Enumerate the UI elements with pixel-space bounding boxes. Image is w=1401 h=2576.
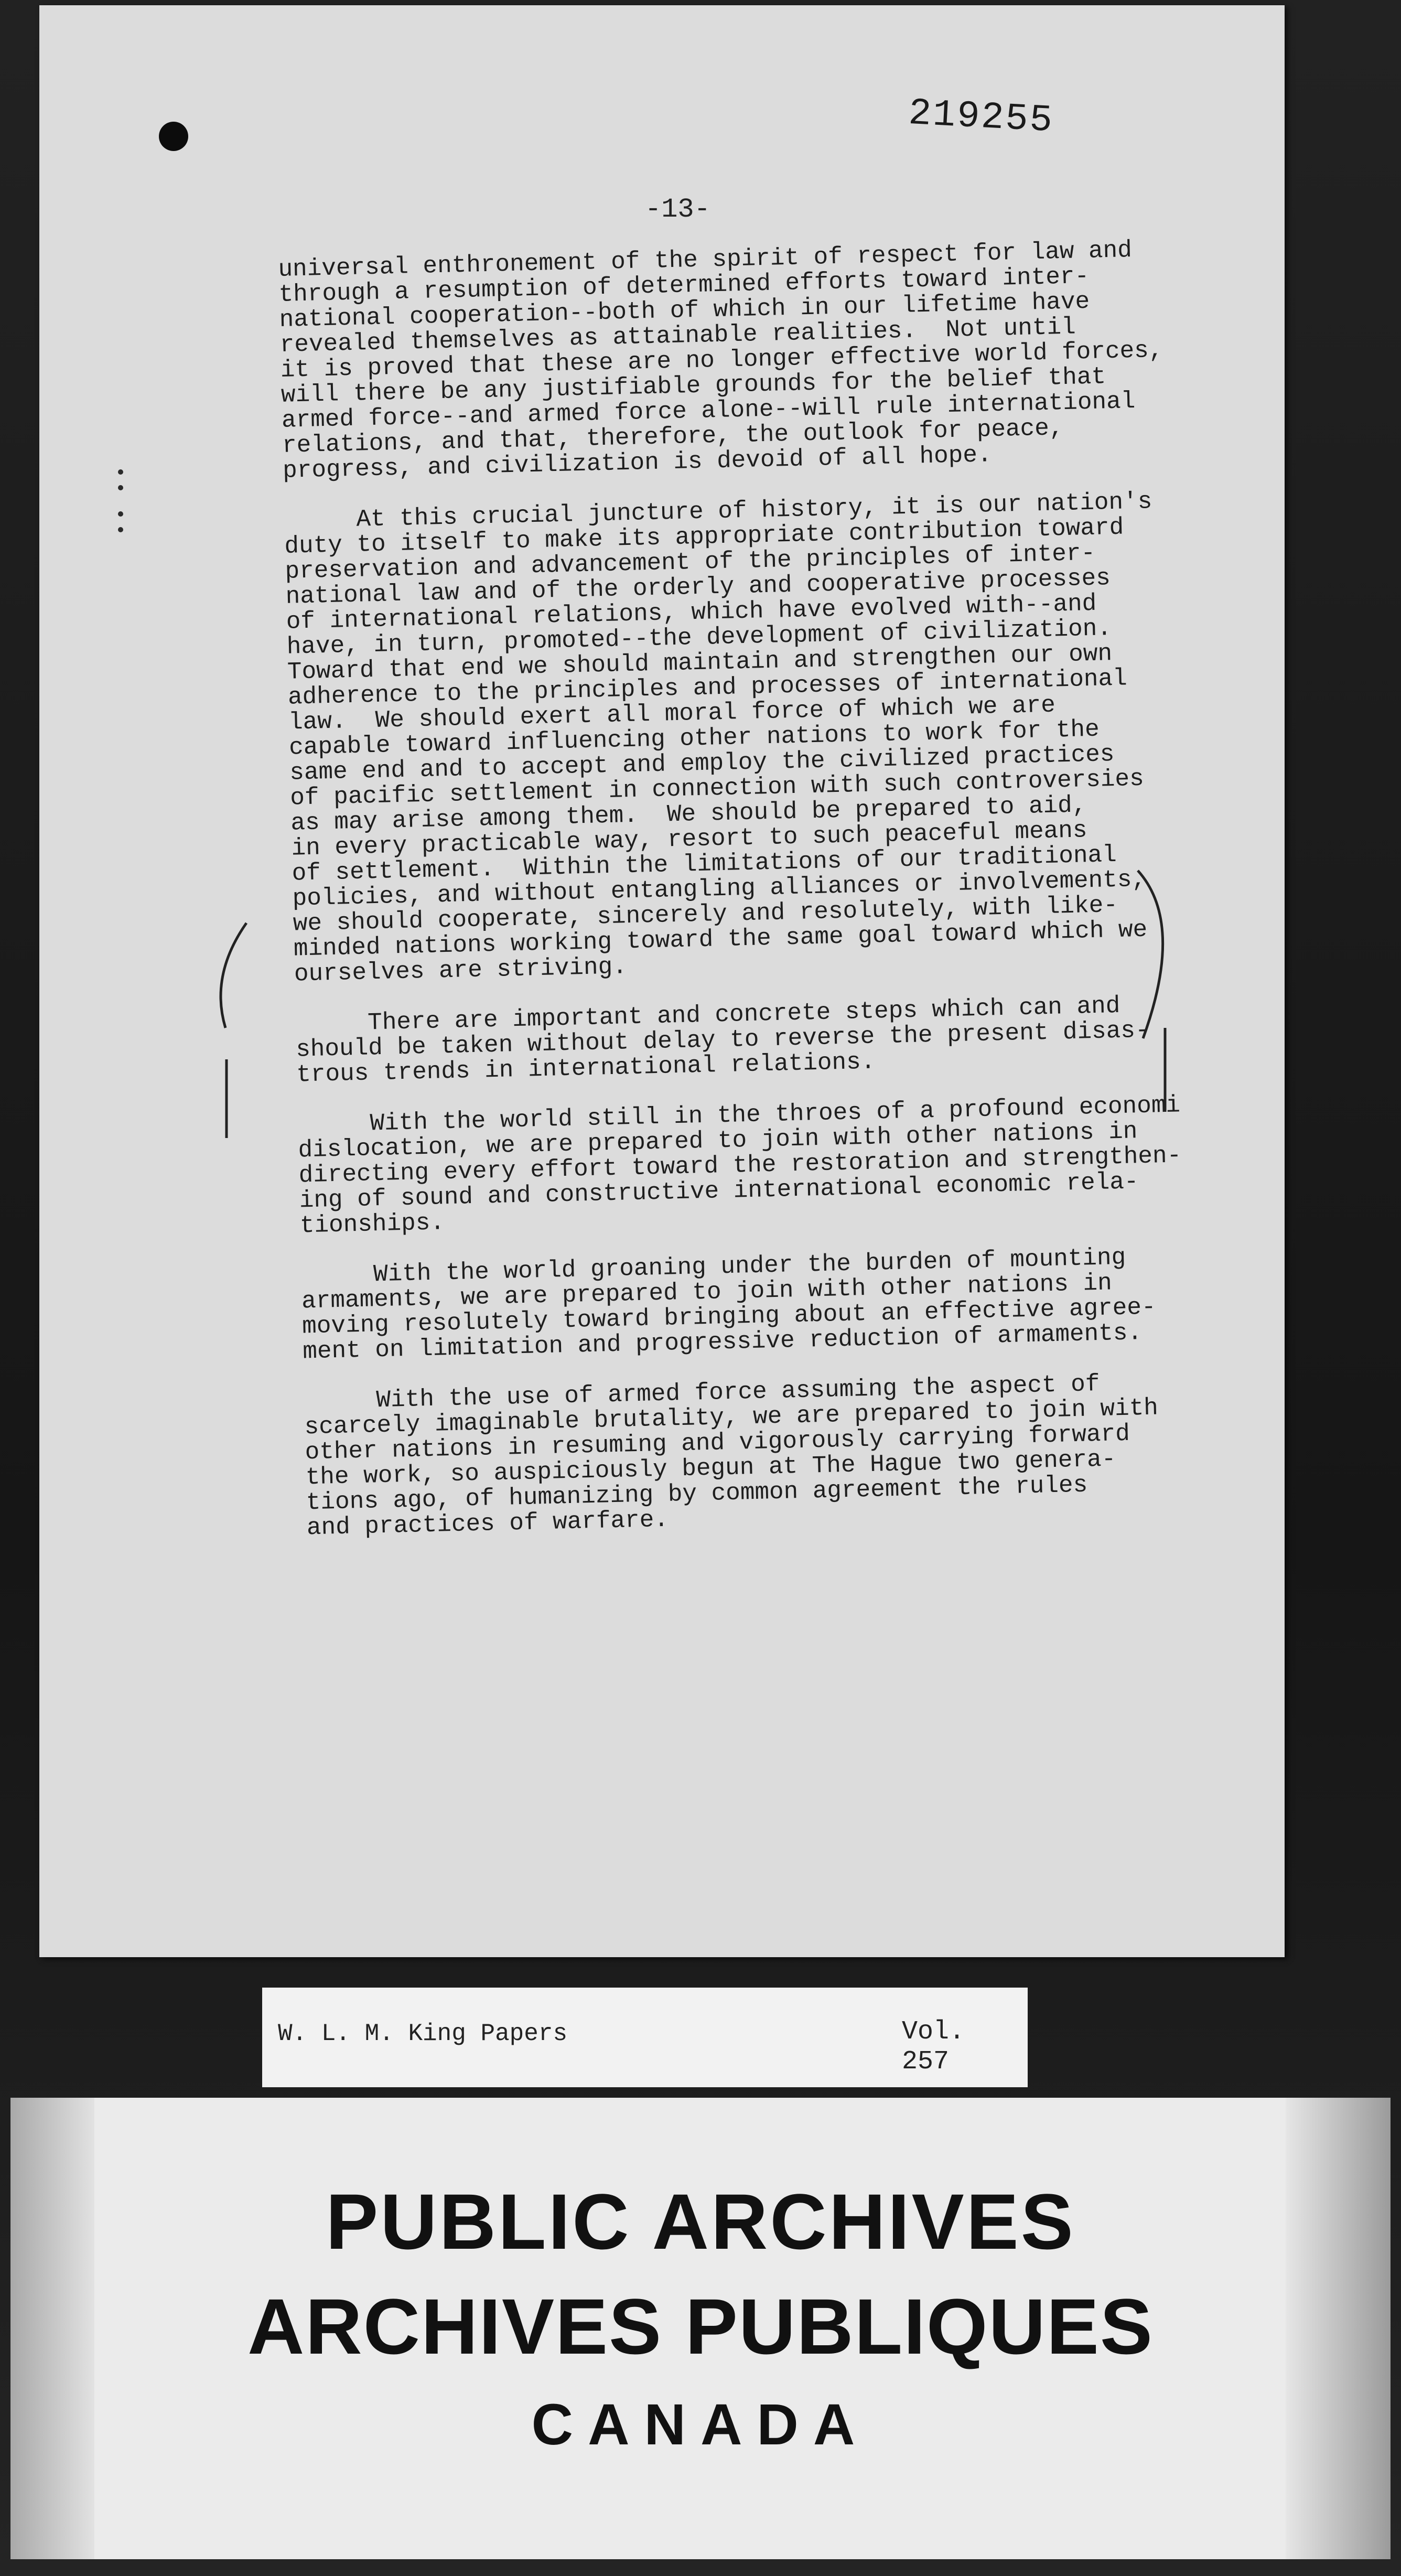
- archive-title-french: ARCHIVES PUBLIQUES: [247, 2282, 1154, 2370]
- archive-stamp-card: [10, 2098, 1391, 2559]
- volume-label: Vol. 257: [902, 2017, 965, 2077]
- volume-label-strip: [262, 1988, 1028, 2087]
- archive-title-english: PUBLIC ARCHIVES: [326, 2177, 1075, 2266]
- page-number: -13-: [645, 194, 710, 225]
- paragraph: With the world still in the throes of a profound economi dislocation, we are prepared to join with other nations in directing every effort toward the restoration and strengthen- ing of sound and constructive international economic rela- tionships.: [297, 1091, 1182, 1240]
- archive-number: 219255: [907, 92, 1055, 143]
- paragraph: universal enthronement of the spirit of respect for law and through a resumption of determined efforts toward inter- national cooperation--both of which in our lifetime have revealed themselves as attainable realities. Not until it is proved that these are no longer effective world forces, will there be any justifiable grounds for the belief that armed force--and armed force alone--will rule international relations, and that, therefore, the outlook for peace, progress, and civilization is devoid of all hope.: [277, 237, 1163, 485]
- margin-dot: [118, 511, 123, 517]
- paragraph: With the use of armed force assuming the aspect of scarcely imaginable brutality, we are prepared to join with other nations in resuming and vigorously carrying forward the work, so auspiciously begun at The Hague two genera- tions ago, of humanizing by common agreement the rules and practices of warfare.: [303, 1370, 1159, 1542]
- papers-label: W. L. M. King Papers: [278, 2020, 568, 2047]
- document-page: [39, 5, 1285, 1957]
- margin-dot: [118, 527, 123, 532]
- paragraph: With the world groaning under the burden of mounting armaments, we are prepared to join with other nations in moving resolutely toward bringing about an effective agree- ment on limitation and progressive reduction of armaments.: [300, 1243, 1157, 1366]
- paragraph: At this crucial juncture of history, it is our nation's duty to itself to make its appropriate contribution toward preservation and advancement of the principles of inter- national law and of the orderly and cooperative processes of international relations, which have evolved with--and have, in turn, promoted--the development of civilization. Toward that end we should maintain and strengthen our own adherence to the principles and processes of international law. We should exert all moral force of which we are capable toward influencing other nations to work for the same end and to accept and employ the civilized practices of pacific settlement in connection with such controversies as may arise among them. We should be prepared to aid, in every practicable way, resort to such peaceful means of settlement. Within the limitations of our traditional policies, and without entangling alliances or involvements, we should cooperate, sincerely and resolutely, with like- minded nations working toward the same goal toward which we ourselves are striving.: [283, 488, 1152, 988]
- body-text: [278, 234, 1298, 1565]
- margin-dot: [118, 485, 123, 490]
- paragraph: There are important and concrete steps which can and should be taken without delay to reverse the present disas- trous trends in international relations.: [295, 992, 1150, 1089]
- margin-dot: [118, 469, 123, 475]
- punch-hole: [159, 122, 188, 151]
- archive-country: CANADA: [531, 2392, 870, 2457]
